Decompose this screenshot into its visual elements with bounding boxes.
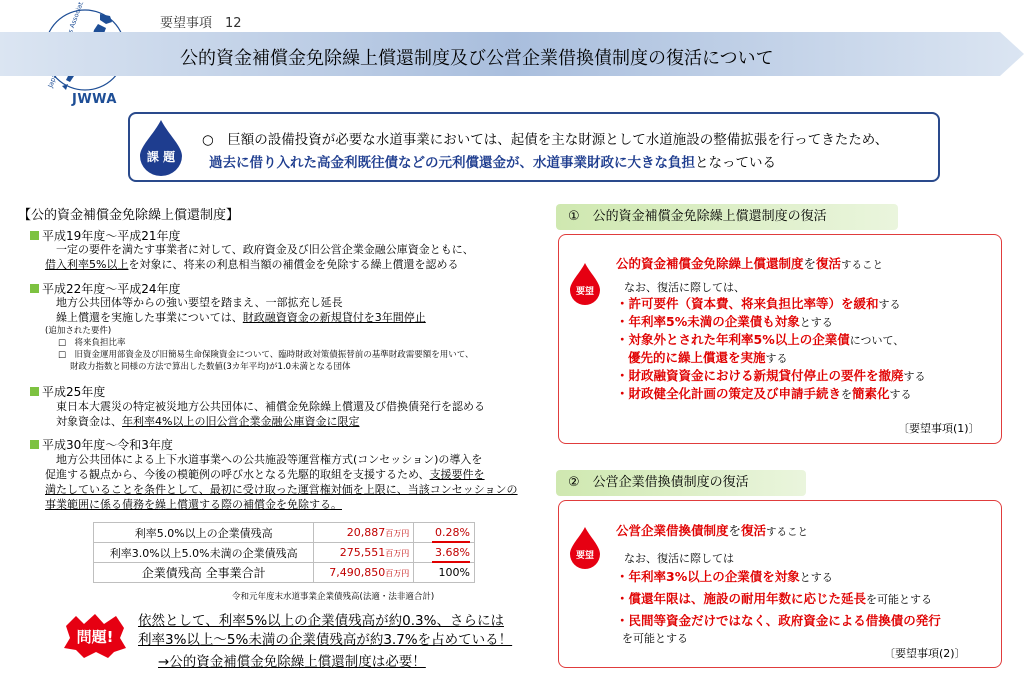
section-2-tag: ② 公営企業借換債制度の復活 [556,470,806,496]
request-drop-icon [568,262,602,306]
green-square-icon [30,387,39,396]
table-cell-percent: 100% [414,563,475,583]
era-1-label: 平成19年度～平成21年度 [30,227,181,244]
era-2-sub-2: □ 旧資金運用部資金及び旧簡易生命保険資金について、臨時財政対策債振替前の基準財政需要額を用いて、 [58,350,474,360]
svg-text:要望: 要望 [575,551,595,561]
debt-table [93,522,475,583]
table-cell-percent: 3.68% [414,543,475,563]
section-1-item-3b: 優先的に繰上償還を実施する [628,350,788,365]
table-cell-amount: 7,490,850百万円 [314,563,414,583]
percent-underline [432,541,470,543]
table-row [94,523,475,543]
section-1-lead: なお、復活に際しては、 [624,281,745,294]
green-square-icon [30,231,39,240]
section-2-title: 公営企業借換債制度を復活すること [616,523,809,538]
section-2-item-3: ・民間等資金だけではなく、政府資金による借換債の発行 [616,613,941,628]
section-1-title: 公的資金補償金免除繰上償還制度を復活すること [616,256,884,271]
table-cell-label: 企業債残高 全事業合計 [94,563,314,583]
table-row [94,563,475,583]
page-title: 公的資金補償金免除繰上償還制度及び公営企業借換債制度の復活について [180,48,774,69]
section-1-item-1: ・許可要件（資本費、将来負担比率等）を緩和する [616,296,901,311]
issue-drop-icon [136,118,186,176]
section-1-ref: 〔要望事項(1)〕 [898,422,980,435]
era-4-line-4: 事業範囲に係る債務を繰上償還する際の補償金を免除する。 [45,498,342,511]
era-1-line-2: 借入利率5%以上を対象に、将来の利息相当額の補償金を免除する繰上償還を認める [45,258,459,271]
table-source: 令和元年度末水道事業企業債残高(法適・法非適合計) [232,592,435,602]
issue-tail: となっている [695,155,776,171]
era-2-line-2: 繰上償還を実施した事業については、財政融資資金の新規貸付を3年間停止 [56,311,426,324]
era-2-line-1: 地方公共団体等からの強い要望を踏まえ、一部拡充し延長 [56,296,343,309]
era-4-line-2: 促進する観点から、今後の模範例の呼び水となる先駆的取組を支援するため、支援要件を [45,468,485,481]
table-cell-label: 利率3.0%以上5.0%未満の企業債残高 [94,543,314,563]
problem-badge [62,612,128,658]
table-cell-percent: 0.28% [414,523,475,543]
svg-text:問題!: 問題! [76,628,114,646]
request-number: 要望事項 12 [160,16,242,31]
section-1-tag: ① 公的資金補償金免除繰上償還制度の復活 [556,204,898,230]
issue-badge-label: 課 題 [146,150,176,164]
section-2-lead: なお、復活に際しては [624,552,734,565]
section-1-item-3: ・対象外とされた年利率5%以上の企業債について、 [616,332,905,347]
issue-highlight: 過去に借り入れた高金利既往債などの元利償還金が、水道事業財政に大きな負担 [209,155,695,171]
era-3-line-2: 対象資金は、年利率4%以上の旧公営企業金融公庫資金に限定 [56,415,360,428]
logo-abbr: JWWA [72,92,117,107]
table-cell-amount: 275,551百万円 [314,543,414,563]
era-4-label: 平成30年度～令和3年度 [30,436,173,453]
section-2-item-3-tail: を可能とする [622,632,688,645]
conclusion-line-1: 依然として、利率5%以上の企業債残高が約0.3%、さらには [138,613,504,629]
era-2-label: 平成22年度～平成24年度 [30,280,181,297]
section-1-item-2: ・年利率5%未満の企業債も対象とする [616,314,833,329]
issue-line-2 [209,151,776,171]
era-4-line-3: 満たしていることを条件として、最初に受け取った運営権対価を上限に、当該コンセッションの [45,483,518,496]
section-2-ref: 〔要望事項(2)〕 [884,647,966,660]
conclusion-line-2: 利率3%以上～5%未満の企業債残高が約3.7%を占めている！ [138,632,513,648]
section-1-item-4: ・財政融資資金における新規貸付停止の要件を撤廃する [616,368,926,383]
era-2-sub-3: 財政力指数と同様の方法で算出した数値(3カ年平均)が1.0未満となる団体 [70,362,351,372]
table-cell-amount: 20,887百万円 [314,523,414,543]
era-2-added-label: (追加された要件) [45,326,112,336]
era-1-line-1: 一定の要件を満たす事業者に対して、政府資金及び旧公営企業金融公庫資金ともに、 [56,243,474,256]
section-1-item-5: ・財政健全化計画の策定及び申請手続きを簡素化する [616,386,912,401]
era-3-label: 平成25年度 [30,383,105,400]
left-heading: 【公的資金補償金免除繰上償還制度】 [18,208,240,223]
conclusion-line-3: →公的資金補償金免除繰上償還制度は必要！ [158,654,426,670]
era-3-line-1: 東日本大震災の特定被災地方公共団体に、補償金免除繰上償還及び借換債発行を認める [56,400,485,413]
green-square-icon [30,440,39,449]
section-2-item-2: ・償還年限は、施設の耐用年数に応じた延長を可能とする [616,591,933,606]
table-row [94,543,475,563]
era-2-sub-1: □ 将来負担比率 [58,338,126,348]
green-square-icon [30,284,39,293]
request-drop-icon [568,526,602,570]
svg-text:要望: 要望 [575,287,595,297]
section-2-item-1: ・年利率3%以上の企業債を対象とする [616,569,833,584]
issue-line-1: ○ 巨額の設備投資が必要な水道事業においては、起債を主な財源として水道施設の整備拡張を行ってきたため、 [202,132,889,148]
percent-underline [432,561,470,563]
conclusion-text [138,612,512,650]
era-4-line-1: 地方公共団体による上下水道事業への公共施設等運営権方式(コンセッション)の導入を [56,453,483,466]
table-cell-label: 利率5.0%以上の企業債残高 [94,523,314,543]
